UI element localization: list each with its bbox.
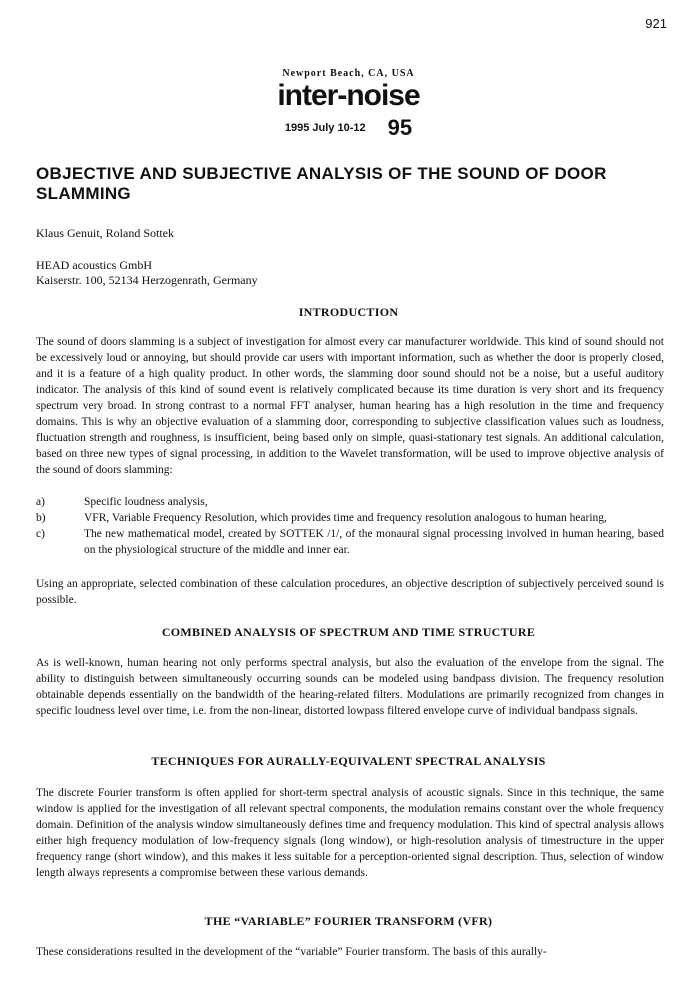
section-heading-introduction: INTRODUCTION: [298, 305, 399, 319]
section-heading-combined-analysis: COMBINED ANALYSIS OF SPECTRUM AND TIME STRUCTURE: [161, 625, 536, 639]
list-item-marker: a): [36, 496, 45, 508]
analysis-method-list: [36, 494, 664, 558]
conference-year-mark: 95: [387, 115, 413, 140]
conference-masthead: [0, 68, 697, 141]
conference-logo: inter-noise: [277, 79, 420, 112]
list-item-marker: b): [36, 512, 46, 524]
conference-location: Newport Beach, CA, USA: [282, 68, 415, 79]
list-item-text: Specific loudness analysis,: [84, 496, 208, 508]
vfr-paragraph: These considerations resulted in the development of the “variable” Fourier transform. The basis of this aurally-: [36, 946, 547, 958]
spectral-techniques-paragraph: The discrete Fourier transform is often applied for short-term spectral analysis of acoustic signals. Since in this technique, the same window is applied for the investigation of all relevant spectral components, the modulation remains constant over the whole frequency domain. Definition of the analysis window simultaneously defines time and frequency modulation. This kind of spectral analysis allows either high frequency modulation of low-frequency signals (long window), or high-resolution analysis of timestructure in the upper frequency range (short window), and this makes it less suitable for a perception-oriented signal description. Thus, selection of window length always represents a compromise between these various demands.: [36, 787, 664, 879]
list-item: [36, 494, 664, 510]
list-item-marker: c): [36, 528, 45, 540]
paper-authors: Klaus Genuit, Roland Sottek: [36, 226, 174, 240]
affiliation-address: Kaiserstr. 100, 52134 Herzogenrath, Germany: [36, 273, 258, 287]
affiliation-org: HEAD acoustics GmbH: [36, 258, 152, 272]
conference-date: 1995 July 10-12: [284, 122, 366, 134]
page-number: 921: [645, 16, 667, 31]
list-item: [36, 510, 664, 526]
list-item-text: The new mathematical model, created by SOTTEK /1/, of the monaural signal processing involved in human hearing, based on the physiological structure of the middle and inner ear.: [84, 528, 664, 556]
list-item-text: VFR, Variable Frequency Resolution, which provides time and frequency resolution analogous to human hearing,: [84, 512, 607, 524]
list-item: [36, 526, 664, 558]
paper-title: OBJECTIVE AND SUBJECTIVE ANALYSIS OF THE SOUND OF DOOR SLAMMING: [36, 164, 607, 203]
conference-dateline: [0, 115, 697, 141]
combined-analysis-paragraph: As is well-known, human hearing not only performs spectral analysis, but also the evaluation of the envelope from the signal. The ability to distinguish between simultaneously occurring sounds can be modeled using bandpass division. The frequency resolution obtainable depends essentially on the bandwidth of the hearing-related filters. Modulations are primarily recognized from changes in specific loudness level over time, i.e. from the non-linear, distorted lowpass filtered envelope curve of individual bandpass signals.: [36, 657, 664, 717]
introduction-paragraph: The sound of doors slamming is a subject of investigation for almost every car manufacturer worldwide. This kind of sound should not be excessively loud or annoying, but should provide car users with important information, such as whether the door is properly closed, and it is a feature of a high quality product. In other words, the slamming door sound should not be a noise, but a useful auditory indicator. The analysis of this kind of sound event is relatively complicated because its time duration is very short and its frequency spectrum very broad. In strong contrast to a normal FFT analyser, human hearing has a high resolution in the time and frequency domains. This is why an objective evaluation of a slamming door, corresponding to subjective classification values such as loudness, fluctuation strength and roughness, is insufficient, being based only on simple, quasi-stationary test signals. An additional calculation, based on three new types of signal processing, in addition to the Wavelet transformation, will be used to improve objective analysis of the sound of doors slamming:: [36, 336, 664, 476]
section-heading-spectral-techniques: TECHNIQUES FOR AURALLY-EQUIVALENT SPECTRAL ANALYSIS: [151, 754, 546, 768]
introduction-closing-paragraph: Using an appropriate, selected combination of these calculation procedures, an objective description of subjectively perceived sound is possible.: [36, 578, 664, 606]
section-heading-vfr: THE “VARIABLE” FOURIER TRANSFORM (VFR): [204, 914, 493, 928]
paper-affiliation: [36, 258, 258, 288]
